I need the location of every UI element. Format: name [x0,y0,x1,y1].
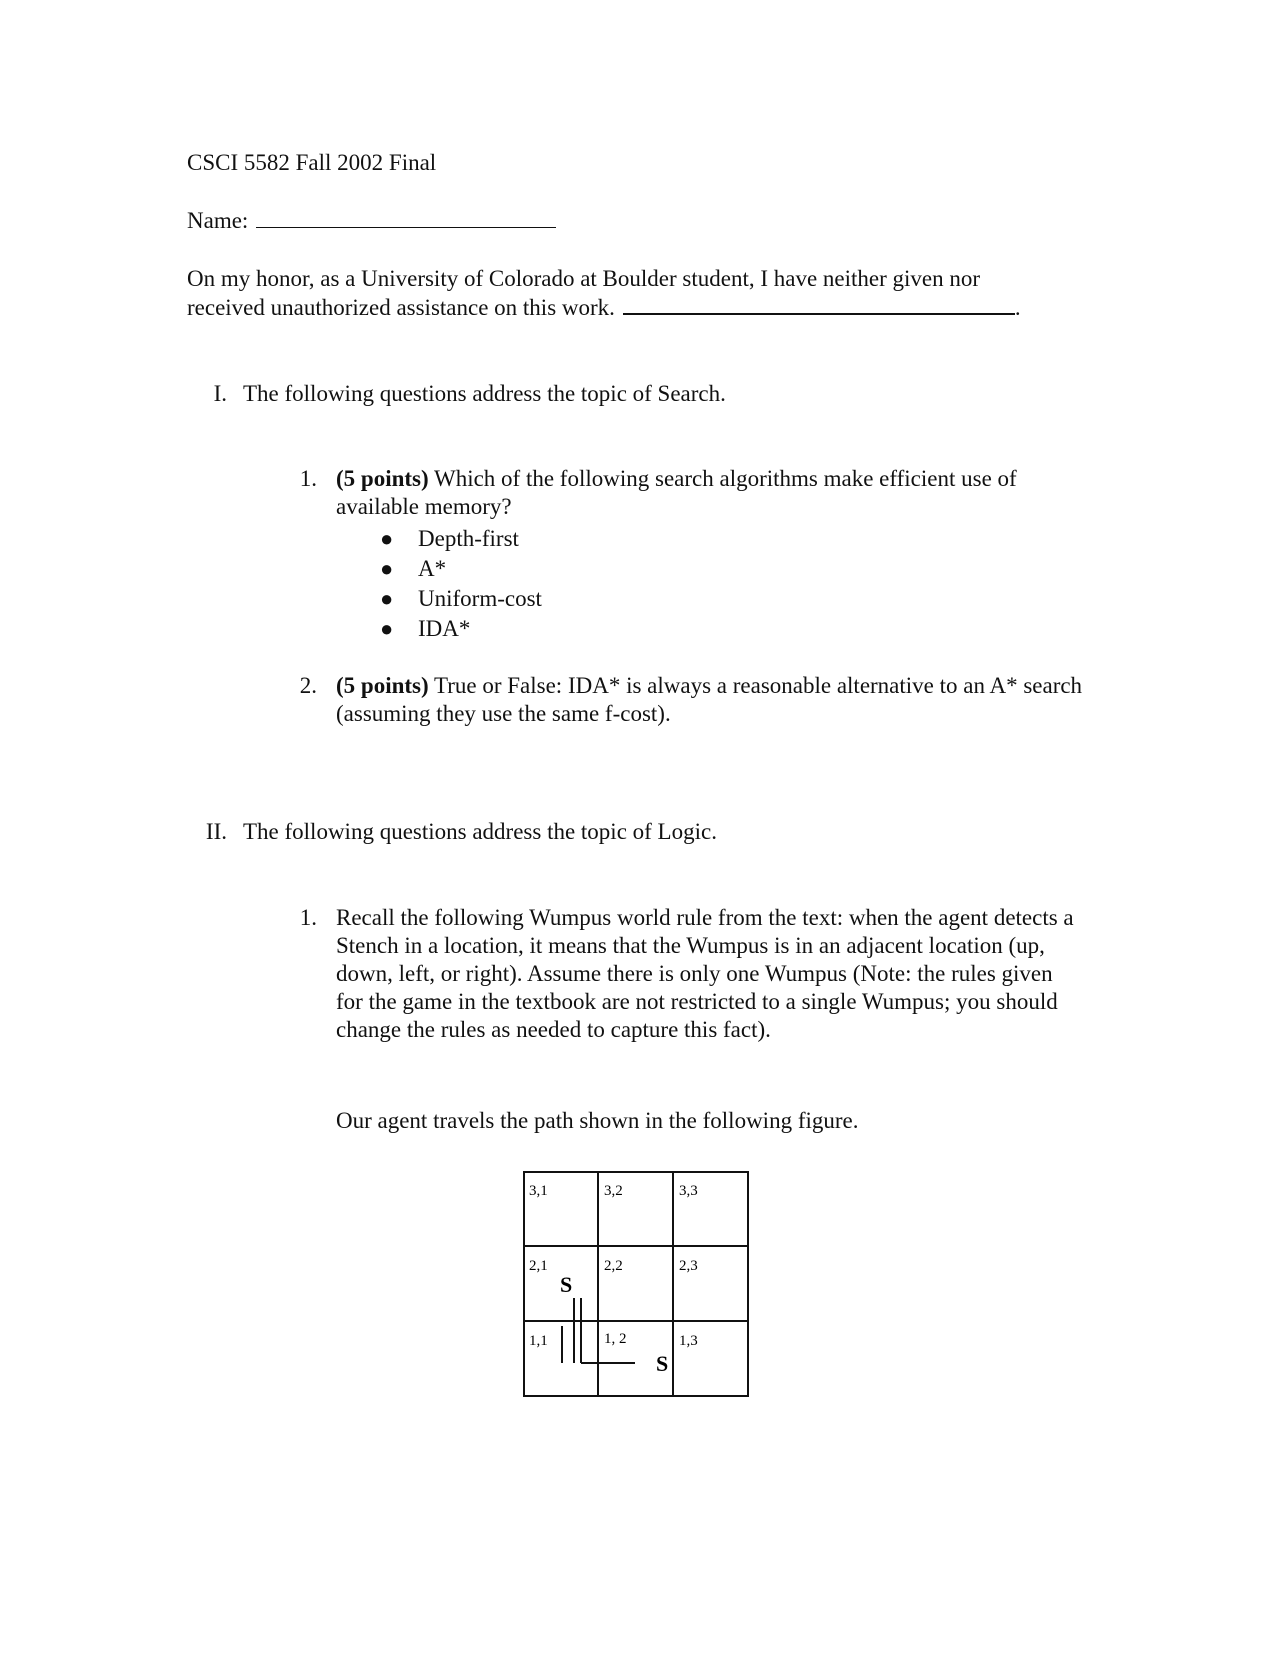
s2-q1-number: 1. [299,905,317,930]
cell-label-1-2: 1, 2 [604,1331,627,1347]
section-1-heading-row [187,380,726,408]
name-line [187,207,556,235]
s1-q2-points: (5 points) [336,673,429,698]
honor-line-2 [187,293,1021,322]
stench-mark-1-2: S [656,1351,669,1376]
section-2-heading-row [187,818,717,846]
bullet-icon: ● [380,586,394,611]
signature-blank[interactable] [623,293,1015,315]
option-label: Uniform-cost [418,586,542,611]
wumpus-grid [523,1171,755,1403]
s1-q1-text [336,465,1086,521]
option-item [380,554,542,584]
cell-label-1-1: 1,1 [529,1333,548,1349]
honor-text: received unauthorized assistance on this work. [187,295,615,320]
cell-label-3-2: 3,2 [604,1183,623,1199]
s1-q2-number: 2. [299,673,317,698]
section-2-heading: The following questions address the topic of Logic. [243,819,717,844]
honor-period: . [1014,295,1021,320]
option-item [380,524,542,554]
cell-label-3-1: 3,1 [529,1183,548,1199]
bullet-icon: ● [380,616,394,641]
cell-label-2-2: 2,2 [604,1258,623,1274]
s2-q1-path-text: Our agent travels the path shown in the following figure. [336,1108,859,1133]
name-label: Name: [187,208,249,233]
bullet-icon: ● [380,526,394,551]
s1-q2-prompt: True or False: IDA* is always a reasonable alternative to an A* search (assuming they use the same f-cost). [336,673,1083,726]
s1-q1-number: 1. [299,466,317,491]
s2-q1-text: Recall the following Wumpus world rule from the text: when the agent detects a Stench in a location, it means that the Wumpus is in an adjacent location (up, down, left, or right). Assume there is only one Wumpus (Note: the rules given for the game in the textbook are not restricted to a single Wumpus; you should change the rules as needed to capture this fact). [336,905,1074,1042]
name-blank[interactable] [256,207,556,228]
option-item [380,584,542,614]
s1-q1-options [380,524,542,644]
option-label: A* [418,556,447,581]
exam-title: CSCI 5582 Fall 2002 Final [187,150,437,175]
s1-q2-text [336,672,1086,728]
option-label: Depth-first [418,526,519,551]
cell-label-2-3: 2,3 [679,1258,698,1274]
section-1-numeral: I. [213,381,227,406]
stench-mark-2-1: S [560,1272,573,1297]
bullet-icon: ● [380,556,394,581]
s1-q1-prompt: Which of the following search algorithms make efficient use of available memory? [336,466,1017,519]
grid-border [524,1172,748,1396]
section-2-numeral: II. [205,819,227,844]
s1-q1-points: (5 points) [336,466,429,491]
section-1-heading: The following questions address the topic of Search. [243,381,726,406]
honor-line-1: On my honor, as a University of Colorado at Boulder student, I have neither given nor [187,266,981,291]
cell-label-3-3: 3,3 [679,1183,698,1199]
option-item [380,614,542,644]
cell-label-1-3: 1,3 [679,1333,698,1349]
option-label: IDA* [418,616,471,641]
wumpus-grid-figure [523,1171,755,1410]
cell-label-2-1: 2,1 [529,1258,548,1274]
